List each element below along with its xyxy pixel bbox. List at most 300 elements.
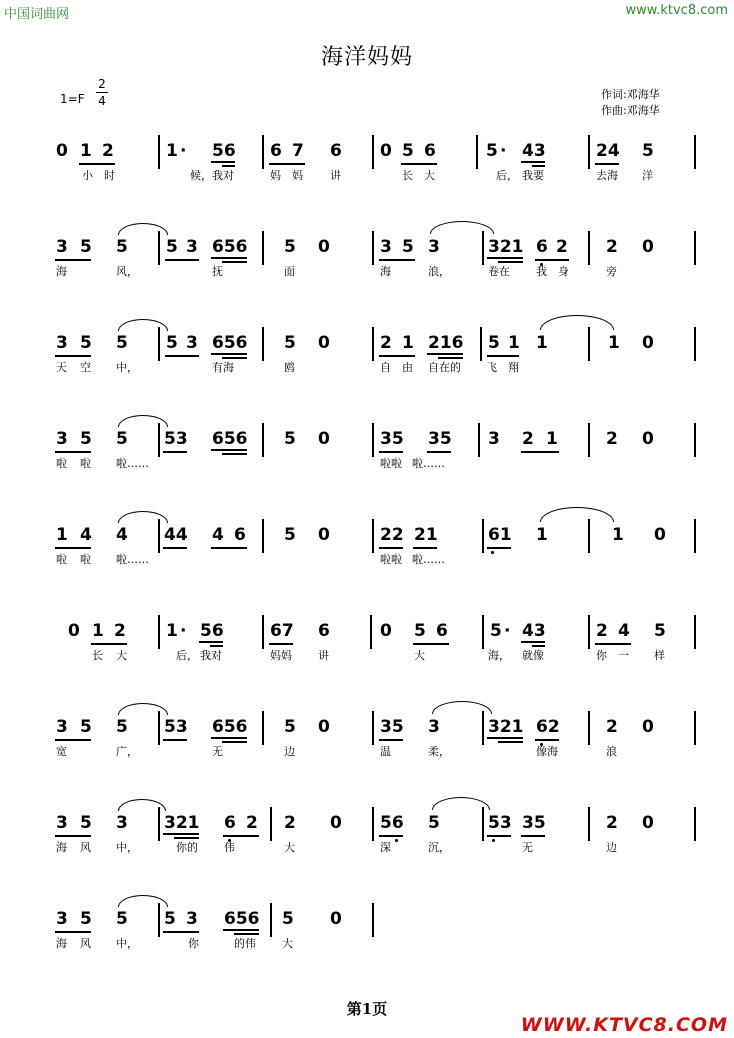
note: 5 [284,717,296,737]
lyric: 浪， [428,265,450,278]
underline [521,161,545,163]
note: 656 [212,333,248,353]
note: 656 [224,909,260,929]
underline [521,641,545,643]
note: 53 [164,717,188,737]
note: 2 [606,429,618,449]
bar-line [262,423,264,457]
note: 6 [436,621,448,641]
lyric: 讲 [318,649,329,662]
tie-arc [540,507,614,522]
lyric: 长 [92,649,103,662]
bar-line [476,135,478,169]
underline [211,449,247,451]
note: 656 [212,237,248,257]
note: 5 [486,141,498,161]
note: 321 [488,237,524,257]
underline [163,739,187,741]
lyric: 大 [282,937,293,950]
note: 53 [164,429,188,449]
lyric: 后， [496,169,518,182]
note: 2 [380,333,392,353]
note: 6 [330,141,342,161]
note: 21 [414,525,438,545]
bar-line [262,327,264,361]
note: 321 [164,813,200,833]
note: 3 [428,717,440,737]
note: 3 [56,813,68,833]
note: 656 [212,717,248,737]
time-signature-bottom: 4 [98,94,106,108]
note: 7 [292,141,304,161]
underline [165,259,199,261]
note: 3 [56,333,68,353]
bar-line [158,615,160,649]
lyric: 啦 [56,553,67,566]
lyric: 你 [596,649,607,662]
underline [55,931,91,933]
lyric: 我对 [200,649,222,662]
underline [595,163,619,165]
bar-line [262,135,264,169]
lyric: 样 [654,649,665,662]
bar-line [694,327,696,361]
note: 2 [556,237,568,257]
note: 5 [284,429,296,449]
note: 5 [654,621,666,641]
note: · [504,621,511,641]
bar-line [372,519,374,553]
lyric: 抚 [212,265,223,278]
underline [401,163,437,165]
bar-line [694,423,696,457]
note: 1 [546,429,558,449]
note: 5 [116,717,128,737]
underline [379,739,403,741]
lyric: 由 [402,361,413,374]
underline [535,739,559,741]
bar-line [588,615,590,649]
bar-line [588,519,590,553]
note: 1 [166,141,178,161]
bar-line [270,903,272,937]
underline [199,641,223,643]
underline [487,835,511,837]
note: 0 [642,429,654,449]
underline [413,643,449,645]
note: 22 [380,525,404,545]
note: 2 [606,717,618,737]
note: 2 [284,813,296,833]
lyric: 边 [284,745,295,758]
underline [79,163,115,165]
note: 3 [186,909,198,929]
lyric: 风， [116,265,138,278]
note: 35 [522,813,546,833]
lyric: 深 [380,841,391,854]
underline [211,257,247,259]
underline [211,353,247,355]
lyric: 就像 [522,649,544,662]
lyric: 海 [380,265,391,278]
bar-line [372,423,374,457]
note: 2 [102,141,114,161]
bar-line [372,135,374,169]
lyric: 飞 [486,361,497,374]
bar-line [588,807,590,841]
tie-arc [118,319,168,331]
underline [487,547,511,549]
underline [269,643,293,645]
lyric: 妈 [270,169,281,182]
note: 4 [80,525,92,545]
note: 2 [114,621,126,641]
lyric: 广， [116,745,138,758]
note: 4 [618,621,630,641]
note: 5 [284,237,296,257]
note: 6 [234,525,246,545]
note: 5 [116,237,128,257]
lyric: 中， [116,937,138,950]
underline [487,355,519,357]
note: 67 [270,621,294,641]
note: 0 [380,141,392,161]
underline [211,737,247,739]
lyric: 啦…… [412,457,445,470]
note: 0 [380,621,392,641]
note: 5 [80,813,92,833]
bar-line [588,423,590,457]
bar-line [478,423,480,457]
low-octave-dot [491,551,494,554]
bar-line [588,327,590,361]
lyric: 无 [212,745,223,758]
bar-line [372,903,374,937]
underline [55,259,91,261]
note: 43 [522,621,546,641]
underline [269,163,305,165]
note: 1 [402,333,414,353]
lyric: 啦 [80,553,91,566]
note: 1 [92,621,104,641]
lyric: 大 [284,841,295,854]
bar-line [482,231,484,265]
bar-line [480,327,482,361]
note: 62 [536,717,560,737]
note: 5 [116,333,128,353]
lyric: 有海 [212,361,234,374]
underline [91,643,127,645]
lyric: 鸥 [284,361,295,374]
bar-line [158,519,160,553]
note: 1 [608,333,620,353]
bar-line [270,807,272,841]
lyric: 柔， [428,745,450,758]
note: 2 [606,813,618,833]
lyric: 自在的 [428,361,461,374]
lyric: 你的 [176,841,198,854]
note: 0 [642,333,654,353]
time-signature [96,77,108,108]
underline [379,451,403,453]
bar-line [694,231,696,265]
note: 3 [56,237,68,257]
underline [223,835,259,837]
note: 0 [642,237,654,257]
underline [521,835,545,837]
note: 3 [56,717,68,737]
bar-line [158,423,160,457]
note: 0 [318,333,330,353]
note: 3 [186,237,198,257]
bar-line [372,711,374,745]
lyric: 小 [82,169,93,182]
note: 5 [402,141,414,161]
note: 5 [490,621,502,641]
note: 1 [80,141,92,161]
lyric: 啦 [56,457,67,470]
note: 5 [80,237,92,257]
note: 61 [488,525,512,545]
bar-line [372,231,374,265]
underline [222,741,247,743]
underline [595,643,631,645]
note: 0 [68,621,80,641]
lyric: 海， [488,649,510,662]
note: 0 [318,237,330,257]
low-octave-dot [395,839,398,842]
lyric: 温 [380,745,391,758]
lyric: 妈妈 [270,649,292,662]
lyric: 后， [176,649,198,662]
note: 2 [606,237,618,257]
note: 2 [522,429,534,449]
bar-line [694,519,696,553]
bar-line [372,327,374,361]
lyric: 候， [190,169,212,182]
bar-line [262,711,264,745]
bar-line [482,519,484,553]
underline [379,355,415,357]
note: 35 [428,429,452,449]
lyric: 啦…… [116,553,149,566]
lyric: 中， [116,841,138,854]
underline [413,547,437,549]
note: 5 [166,333,178,353]
lyric: 啦啦 [380,553,402,566]
note: · [180,141,187,161]
bar-line [372,807,374,841]
lyric: 我要 [522,169,544,182]
underline [379,259,415,261]
lyric: 天 [56,361,67,374]
site-url-right[interactable]: www.ktvc8.com [625,3,728,18]
underline [55,835,91,837]
underline [211,161,235,163]
lyric: 讲 [330,169,341,182]
underline [379,547,403,549]
note: 56 [380,813,404,833]
note: 5 [488,333,500,353]
lyric: 中， [116,361,138,374]
site-logo[interactable]: WWW.KTVC8.COM [520,1014,728,1036]
tie-arc [118,703,168,715]
note: 5 [402,237,414,257]
bar-line [158,903,160,937]
lyric: 大 [414,649,425,662]
bar-line [588,711,590,745]
lyric: 伟 [224,841,235,854]
note: 2 [596,621,608,641]
tie-arc [430,221,494,234]
underline [163,451,187,453]
lyric: 你 [188,937,199,950]
tie-arc [118,895,168,907]
note: 0 [654,525,666,545]
lyric: 面 [284,265,295,278]
lyric: 风 [80,937,91,950]
site-name-left[interactable]: 中国词曲网 [4,7,70,22]
note: 1 [536,525,548,545]
bar-line [694,615,696,649]
lyric: 啦…… [116,457,149,470]
underline [487,737,523,739]
low-octave-dot [492,839,495,842]
lyric: 妈 [292,169,303,182]
bar-line [482,711,484,745]
bar-line [588,135,590,169]
lyric: 一 [618,649,629,662]
page-number: 第1页 [346,1000,388,1018]
underline [427,353,463,355]
lyric: 啦…… [412,553,445,566]
note: 5 [80,429,92,449]
bar-line [158,327,160,361]
composer-credit: 作曲:邓海华 [601,104,660,117]
note: 216 [428,333,464,353]
underline [163,931,199,933]
note: 0 [56,141,68,161]
underline [535,259,569,261]
note: 2 [246,813,258,833]
note: 4 [212,525,224,545]
note: 5 [80,717,92,737]
note: 3 [428,237,440,257]
bar-line [694,711,696,745]
note: 1 [508,333,520,353]
lyric: 浪 [606,745,617,758]
bar-line [694,807,696,841]
note: 5 [414,621,426,641]
note: 44 [164,525,188,545]
bar-line [370,615,372,649]
bar-line [262,231,264,265]
lyric: 边 [606,841,617,854]
tie-arc [118,511,168,523]
underline [222,453,247,455]
lyric: 身 [558,265,569,278]
note: 4 [116,525,128,545]
note: 6 [536,237,548,257]
note: 53 [488,813,512,833]
note: 56 [200,621,224,641]
note: 3 [186,333,198,353]
note: 43 [522,141,546,161]
bar-line [482,807,484,841]
note: 35 [380,717,404,737]
note: 5 [80,333,92,353]
lyric: 啦 [80,457,91,470]
note: 0 [642,717,654,737]
bar-line [482,615,484,649]
underline [427,451,451,453]
note: 5 [80,909,92,929]
note: 3 [116,813,128,833]
note: 656 [212,429,248,449]
lyric: 旁 [606,265,617,278]
lyricist-credit: 作词:邓海华 [601,88,660,101]
note: 5 [116,909,128,929]
bar-line [158,711,160,745]
lyric: 翔 [508,361,519,374]
note: · [180,621,187,641]
lyric: 无 [522,841,533,854]
note: 6 [270,141,282,161]
bar-line [158,807,160,841]
note: 6 [224,813,236,833]
underline [521,451,559,453]
note: 0 [330,813,342,833]
note: 5 [428,813,440,833]
bar-line [588,231,590,265]
underline [55,739,91,741]
underline [487,257,523,259]
lyric: 卷在 [488,265,510,278]
tie-arc [540,315,614,330]
lyric: 空 [80,361,91,374]
lyric: 啦啦 [380,457,402,470]
note: 1 [536,333,548,353]
note: · [500,141,507,161]
bar-line [158,135,160,169]
underline [165,355,199,357]
note: 5 [284,333,296,353]
note: 5 [116,429,128,449]
underline [55,355,91,357]
note: 56 [212,141,236,161]
note: 5 [282,909,294,929]
underline [498,741,523,743]
lyric: 沉， [428,841,450,854]
note: 1 [56,525,68,545]
lyric: 海 [56,265,67,278]
underline [163,833,199,835]
note: 0 [642,813,654,833]
time-signature-top: 2 [98,77,106,91]
tie-arc [118,223,168,235]
note: 3 [56,909,68,929]
lyric: 风 [80,841,91,854]
underline [163,547,187,549]
lyric: 自 [380,361,391,374]
underline [222,261,247,263]
key-signature: 1=F [60,92,85,106]
note: 24 [596,141,620,161]
underline [379,835,403,837]
note: 5 [284,525,296,545]
lyric: 的伟 [234,937,256,950]
note: 3 [380,237,392,257]
